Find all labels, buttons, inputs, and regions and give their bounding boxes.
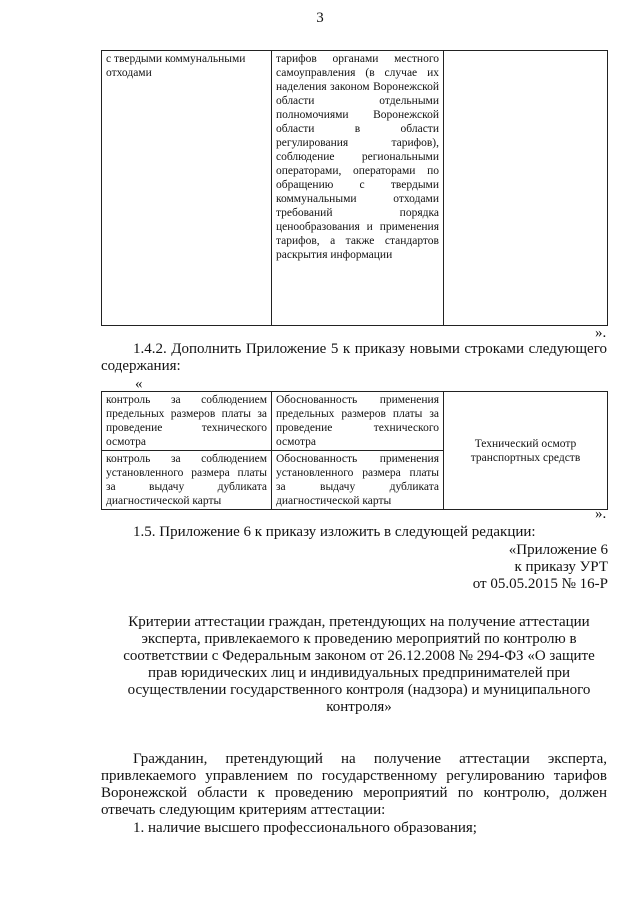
paragraph-1-4-2: 1.4.2. Дополнить Приложение 5 к приказу новыми строками следующего содержания: <box>101 341 607 374</box>
appendix-5-table <box>101 391 608 510</box>
closing-quote: ». <box>595 325 607 341</box>
table-cell: с твердыми коммунальными отходами <box>102 51 272 326</box>
closing-quote: ». <box>595 506 607 522</box>
body-paragraph: Гражданин, претендующий на получение аттестации эксперта, привлекаемого управлением по государственному регулированию тарифов Воронежской области к проведению мероприятий по контролю, должен отвечать следующим критериям аттестации: <box>101 751 607 818</box>
table-row <box>102 51 608 326</box>
appendix-header-line: «Приложение 6 <box>508 542 608 558</box>
criteria-title: Критерии аттестации граждан, претендующих на получение аттестации эксперта, привлекаемого к проведению мероприятий по контролю в соответствии с Федеральным законом от 26.12.2008 № 294-ФЗ «О защите прав юридических лиц и индивидуальных предпринимателей при осуществлении государственного контроля (надзора) и муниципального контроля» <box>123 614 595 715</box>
table-cell: Обоснованность применения установленного размера платы за выдачу дубликата диагностической карты <box>272 451 444 510</box>
table-cell-merged: Технический осмотр транспортных средств <box>444 392 608 510</box>
table-cell: контроль за соблюдением установленного размера платы за выдачу дубликата диагностической карты <box>102 451 272 510</box>
continuation-table <box>101 50 608 326</box>
opening-quote: « <box>135 376 143 392</box>
table-cell: контроль за соблюдением предельных размеров платы за проведение технического осмотра <box>102 392 272 451</box>
appendix-header-line: к приказу УРТ <box>514 559 608 575</box>
appendix-header <box>380 542 608 593</box>
appendix-header-line: от 05.05.2015 № 16-Р <box>472 576 608 592</box>
paragraph-1-5: 1.5. Приложение 6 к приказу изложить в следующей редакции: <box>133 524 536 540</box>
criterion-item: 1. наличие высшего профессионального образования; <box>133 820 477 836</box>
table-cell: тарифов органами местного самоуправления (в случае их наделения законом Воронежской области отдельными полномочиями Воронежской области в области регулирования тарифов), соблюдение региональными операторами, операторами по обращению с твердыми коммунальными отходами требований порядка ценообразования и применения тарифов, а также стандартов раскрытия информации <box>272 51 444 326</box>
table-row <box>102 392 608 451</box>
table-cell: Обоснованность применения предельных размеров платы за проведение технического осмотра <box>272 392 444 451</box>
page-number: 3 <box>316 10 324 26</box>
table-cell <box>444 51 608 326</box>
